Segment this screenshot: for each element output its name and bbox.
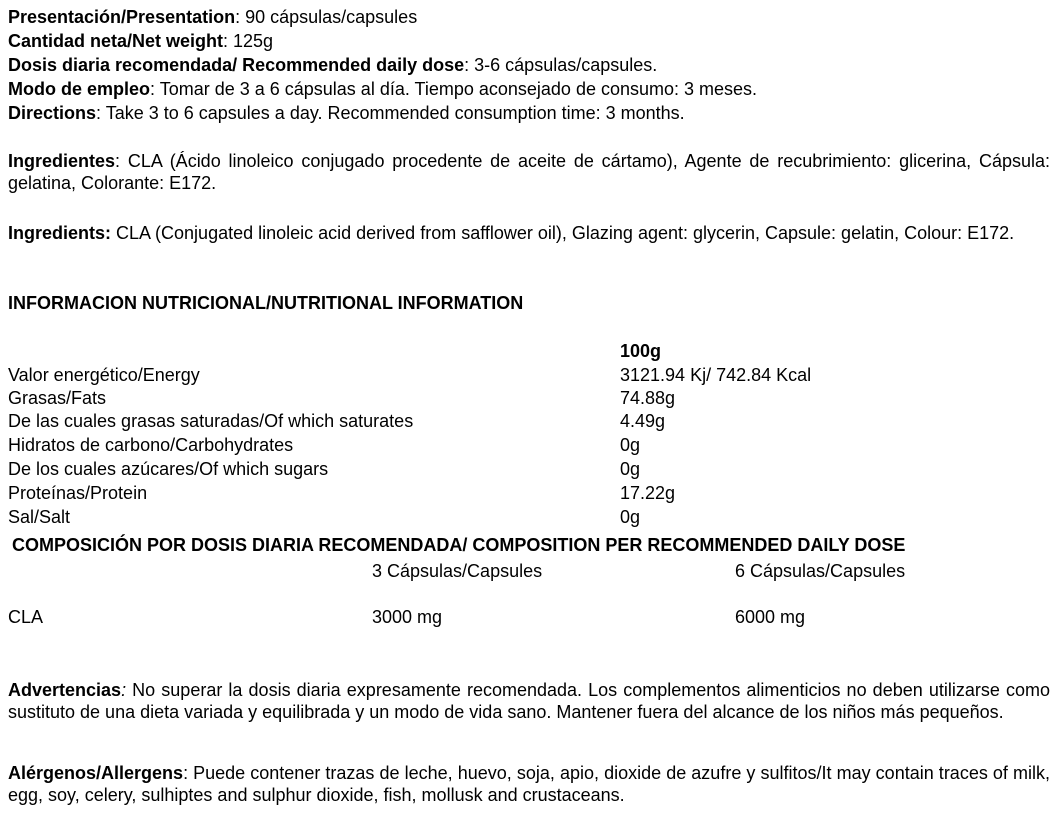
net-weight-label: Cantidad neta/Net weight <box>8 31 224 51</box>
directions-label: Directions <box>8 103 97 123</box>
nutrition-row-value: 0g <box>620 459 641 479</box>
allergens-text: : Puede contener trazas de leche, huevo, soja, apio, dioxide de azufre y sulfitos/It may contain traces of milk, egg, soy, celery, sulhiptes and sulphur dioxide, fish, mollusk and crustaceans. <box>8 763 1050 805</box>
composition-heading <box>12 534 905 556</box>
allergens-paragraph <box>8 762 1050 806</box>
ingredients-paragraph <box>8 222 1050 244</box>
warnings-label: Advertencias <box>8 680 122 700</box>
ingredients-text: CLA (Conjugated linoleic acid derived from safflower oil), Glazing agent: glycerin, Capsule: gelatin, Colour: E172. <box>111 223 1015 243</box>
presentation-line <box>8 6 417 28</box>
nutrition-column-header <box>620 340 661 362</box>
nutrition-heading <box>8 292 523 314</box>
usage-es-line <box>8 78 757 100</box>
warnings-colon: : <box>121 680 127 700</box>
net-weight-value: : 125g <box>223 31 274 51</box>
nutrition-row-label: Valor energético/Energy <box>8 365 200 385</box>
composition-row-label: CLA <box>8 607 44 627</box>
nutrition-heading-text: INFORMACION NUTRICIONAL/NUTRITIONAL INFORMATION <box>8 293 524 313</box>
composition-row-value-3caps: 3000 mg <box>372 607 443 627</box>
nutrition-row-label: Grasas/Fats <box>8 388 107 408</box>
usage-es-value: : Tomar de 3 a 6 cápsulas al día. Tiempo aconsejado de consumo: 3 meses. <box>150 79 758 99</box>
nutrition-row-label: Hidratos de carbono/Carbohydrates <box>8 435 294 455</box>
net-weight-line <box>8 30 273 52</box>
warnings-paragraph <box>8 679 1050 723</box>
ingredients-label: Ingredients: <box>8 223 112 243</box>
daily-dose-line <box>8 54 657 76</box>
daily-dose-label: Dosis diaria recomendada/ Recommended daily dose <box>8 55 465 75</box>
composition-row-value-6caps: 6000 mg <box>735 607 806 627</box>
nutrition-row-value: 17.22g <box>620 483 676 503</box>
nutrition-row-value: 3121.94 Kj/ 742.84 Kcal <box>620 365 812 385</box>
composition-col2-header: 6 Cápsulas/Capsules <box>735 561 906 581</box>
nutrition-row-label: De las cuales grasas saturadas/Of which saturates <box>8 411 414 431</box>
nutrition-row-label: Proteínas/Protein <box>8 483 148 503</box>
nutrition-row-label: De los cuales azúcares/Of which sugars <box>8 459 329 479</box>
allergens-label: Alérgenos/Allergens <box>8 763 184 783</box>
warnings-text: No superar la dosis diaria expresamente recomendada. Los complementos alimenticios no deben utilizarse como sustituto de una dieta variada y equilibrada y un modo de vida sano. Mantener fuera del alcance de los niños más pequeños. <box>8 680 1050 722</box>
presentation-value: : 90 cápsulas/capsules <box>235 7 418 27</box>
nutrition-row-value: 74.88g <box>620 388 676 408</box>
nutrition-row-value: 4.49g <box>620 411 666 431</box>
directions-line <box>8 102 685 124</box>
nutrition-column-header-text: 100g <box>620 341 662 361</box>
nutrition-row-value: 0g <box>620 507 641 527</box>
usage-es-label: Modo de empleo <box>8 79 151 99</box>
ingredientes-text: : CLA (Ácido linoleico conjugado procedente de aceite de cártamo), Agente de recubrimiento: glicerina, Cápsula: gelatina, Colorante: E172. <box>8 151 1050 193</box>
presentation-label: Presentación/Presentation <box>8 7 236 27</box>
composition-heading-text: COMPOSICIÓN POR DOSIS DIARIA RECOMENDADA/ COMPOSITION PER RECOMMENDED DAILY DOSE <box>12 535 906 555</box>
directions-value: : Take 3 to 6 capsules a day. Recommended consumption time: 3 months. <box>96 103 685 123</box>
daily-dose-value: : 3-6 cápsulas/capsules. <box>464 55 658 75</box>
composition-col1-header: 3 Cápsulas/Capsules <box>372 561 543 581</box>
nutrition-row-value: 0g <box>620 435 641 455</box>
ingredientes-paragraph <box>8 150 1050 194</box>
ingredientes-label: Ingredientes <box>8 151 116 171</box>
nutrition-row-label: Sal/Salt <box>8 507 71 527</box>
